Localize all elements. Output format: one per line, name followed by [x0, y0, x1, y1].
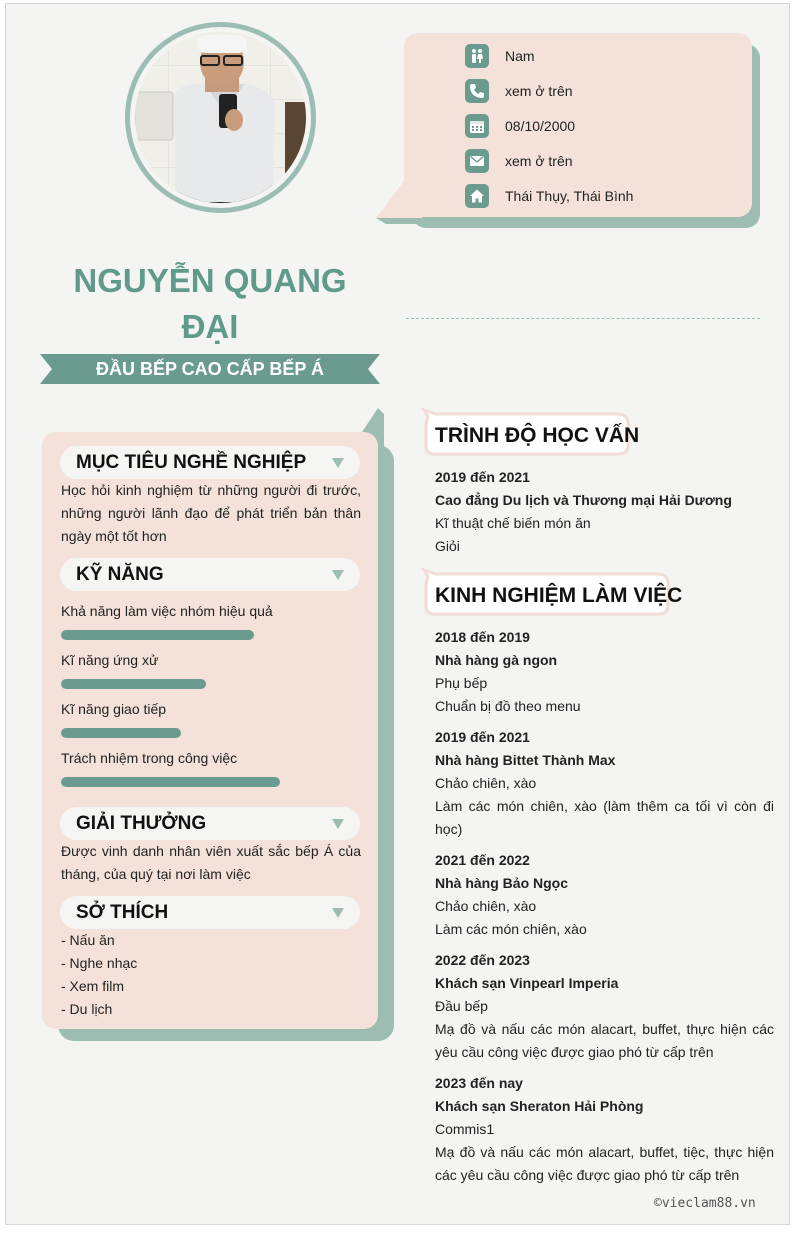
education-heading: TRÌNH ĐỘ HỌC VẤN: [435, 424, 640, 447]
job-desc: Chuẩn bị đồ theo menu: [435, 698, 581, 714]
chevron-down-icon: [332, 570, 344, 580]
job-company: Nhà hàng Bảo Ngọc: [435, 875, 569, 891]
job-role: Phụ bếp: [435, 675, 488, 691]
divider-dashed: [406, 318, 760, 319]
hobby-item: - Nấu ăn: [61, 932, 115, 948]
chevron-down-icon: [332, 908, 344, 918]
job-role: Đầu bếp: [435, 998, 488, 1014]
avatar: [135, 32, 306, 203]
hobby-item: - Xem film: [61, 978, 124, 994]
contact-phone: xem ở trên: [465, 79, 573, 103]
skills-section-header[interactable]: KỸ NĂNG: [60, 558, 360, 591]
awards-text: Được vinh danh nhân viên xuất sắc bếp Á của tháng, của quý tại nơi làm việc: [61, 843, 361, 882]
contact-gender: Nam: [465, 44, 535, 68]
candidate-name: NGUYỄN QUANG ĐẠI: [73, 262, 347, 345]
job-company: Nhà hàng Bittet Thành Max: [435, 752, 616, 768]
job-desc: Mạ đồ và nấu các món alacart, buffet, thực hiện các yêu cầu công việc được giao phó từ cấp trên: [435, 1021, 774, 1060]
skill-label: Khả năng làm việc nhóm hiệu quả: [61, 603, 273, 619]
mail-icon: [465, 149, 489, 173]
education-school: Cao đẳng Du lịch và Thương mại Hải Dương: [435, 492, 732, 508]
education-major: Kĩ thuật chế biến món ăn: [435, 515, 591, 531]
awards-section-header[interactable]: GIẢI THƯỞNG: [60, 807, 360, 840]
home-icon: [465, 184, 489, 208]
job-period: 2023 đến nay: [435, 1075, 523, 1091]
skill-bar: [61, 728, 181, 738]
skill-label: Trách nhiệm trong công việc: [61, 750, 238, 766]
contact-email: xem ở trên: [465, 149, 573, 173]
job-company: Khách sạn Sheraton Hải Phòng: [435, 1098, 644, 1114]
objective-text: Học hỏi kinh nghiệm từ những người đi trước, những người lãnh đạo để phát triển bản thân ngày một tốt hơn: [61, 482, 361, 544]
contact-birthday: 08/10/2000: [465, 114, 575, 138]
job-desc: Làm các món chiên, xào (làm thêm ca tối vì còn đi học): [435, 798, 774, 837]
job-desc: Mạ đồ và nấu các món alacart, buffet, tiệc, thực hiện các yêu cầu công việc được giao phó từ cấp trên: [435, 1144, 774, 1183]
education-period: 2019 đến 2021: [435, 469, 530, 485]
job-company: Nhà hàng gà ngon: [435, 652, 558, 668]
job-role: Commis1: [435, 1121, 495, 1137]
job-period: 2018 đến 2019: [435, 629, 530, 645]
experience-heading: KINH NGHIỆM LÀM VIỆC: [435, 584, 683, 607]
skill-bar: [61, 777, 280, 787]
job-role: Chảo chiên, xào: [435, 775, 537, 791]
gender-icon: [465, 44, 489, 68]
job-title: ĐẦU BẾP CAO CẤP BẾP Á: [95, 359, 325, 379]
job-period: 2021 đến 2022: [435, 852, 530, 868]
job-period: 2019 đến 2021: [435, 729, 530, 745]
skill-label: Kĩ năng giao tiếp: [61, 701, 167, 717]
job-desc: Làm các món chiên, xào: [435, 921, 587, 937]
contact-address: Thái Thụy, Thái Bình: [465, 184, 633, 208]
job-company: Khách sạn Vinpearl Imperia: [435, 975, 619, 991]
avatar-frame: [125, 22, 316, 213]
chevron-down-icon: [332, 819, 344, 829]
skill-label: Kĩ năng ứng xử: [61, 652, 159, 668]
objective-section-header[interactable]: MỤC TIÊU NGHỀ NGHIỆP: [60, 446, 360, 479]
watermark: ©vieclam88.vn: [654, 1196, 756, 1211]
hobby-item: - Du lịch: [61, 1001, 113, 1017]
chevron-down-icon: [332, 458, 344, 468]
skill-bar: [61, 630, 254, 640]
job-period: 2022 đến 2023: [435, 952, 530, 968]
phone-icon: [465, 79, 489, 103]
hobbies-section-header[interactable]: SỞ THÍCH: [60, 896, 360, 929]
hobby-item: - Nghe nhạc: [61, 955, 138, 971]
skill-bar: [61, 679, 206, 689]
calendar-icon: [465, 114, 489, 138]
education-grade: Giỏi: [435, 538, 460, 554]
job-role: Chảo chiên, xào: [435, 898, 537, 914]
